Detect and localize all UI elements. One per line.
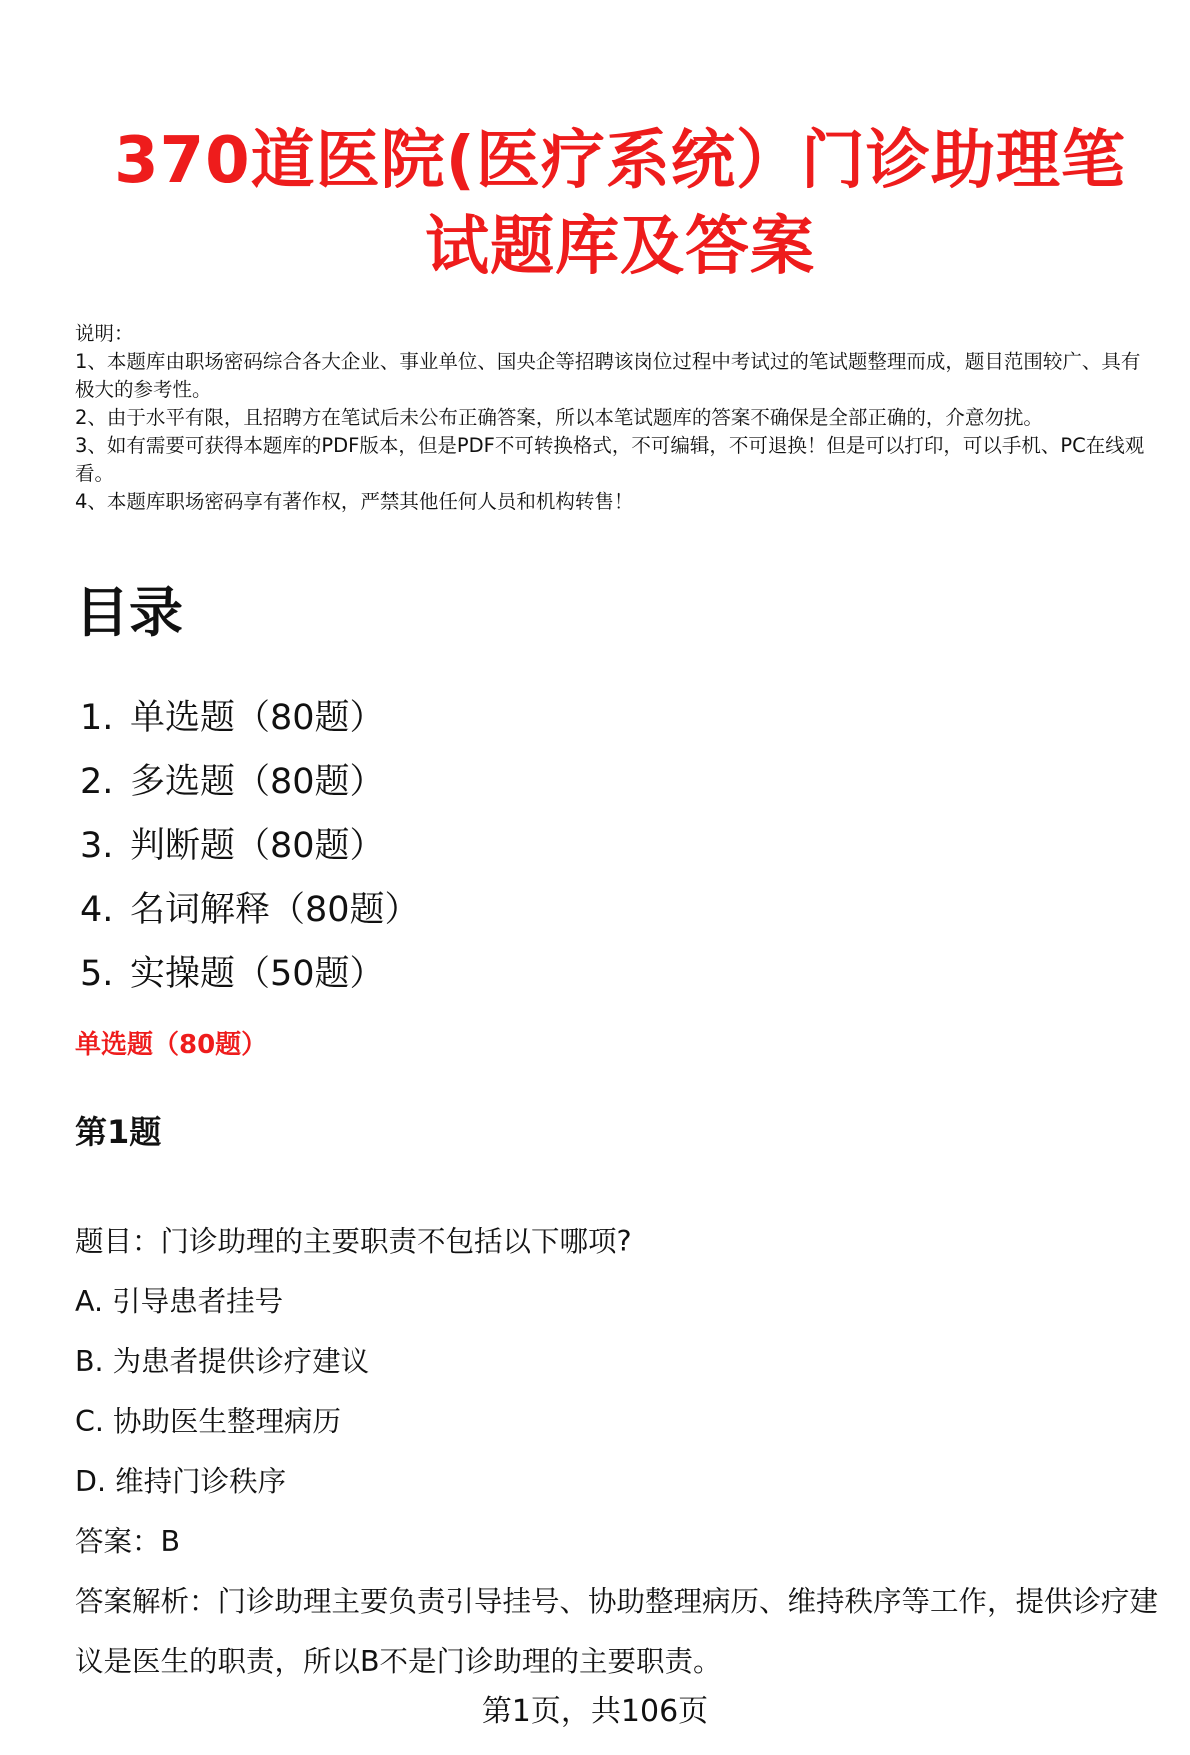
question-stem: 题目：门诊助理的主要职责不包括以下哪项?	[75, 1225, 632, 1258]
toc-item-true-false[interactable]	[80, 814, 420, 878]
note-item-1: 1、本题库由职场密码综合各大企业、事业单位、国央企等招聘该岗位过程中考试过的笔试题整理而成，题目范围较广、具有极大的参考性。	[75, 350, 1141, 401]
answer: 答案：B	[75, 1525, 181, 1558]
question-block	[75, 1212, 1165, 1692]
toc-item-label: 实操题（50题）	[130, 954, 385, 994]
page-footer: 第1页，共106页	[481, 1694, 709, 1729]
note-item-4: 4、本题库职场密码享有著作权，严禁其他任何人员和机构转售！	[75, 490, 634, 513]
toc-item-label: 判断题（80题）	[130, 826, 385, 866]
document-title	[60, 118, 1180, 290]
toc-item-number: 5.	[80, 954, 114, 994]
answer-analysis: 答案解析：门诊助理主要负责引导挂号、协助整理病历、维持秩序等工作，提供诊疗建议是医生的职责，所以B不是门诊助理的主要职责。	[75, 1585, 1159, 1678]
toc-item-number: 1.	[80, 698, 114, 738]
toc-item-practical[interactable]	[80, 942, 420, 1006]
option-d: D. 维持门诊秩序	[75, 1465, 287, 1498]
note-item-2: 2、由于水平有限，且招聘方在笔试后未公布正确答案，所以本笔试题库的答案不确保是全部正确的，介意勿扰。	[75, 406, 1043, 429]
instructions-notes	[75, 320, 1150, 516]
toc-item-multiple-choice[interactable]	[80, 750, 420, 814]
title-line-1: 370道医院(医疗系统）门诊助理笔	[114, 124, 1126, 198]
toc-item-number: 3.	[80, 826, 114, 866]
question-title: 第1题	[75, 1113, 162, 1151]
toc-item-term-definition[interactable]	[80, 878, 420, 942]
note-item-3: 3、如有需要可获得本题库的PDF版本，但是PDF不可转换格式，不可编辑，不可退换！但是可以打印，可以手机、PC在线观看。	[75, 434, 1145, 485]
section-title: 单选题（80题）	[75, 1030, 268, 1060]
toc-item-label: 单选题（80题）	[130, 698, 385, 738]
table-of-contents	[80, 686, 420, 1006]
toc-item-number: 4.	[80, 890, 114, 930]
option-b: B. 为患者提供诊疗建议	[75, 1345, 370, 1378]
toc-item-number: 2.	[80, 762, 114, 802]
toc-item-single-choice[interactable]	[80, 686, 420, 750]
toc-item-label: 名词解释（80题）	[130, 890, 420, 930]
toc-item-label: 多选题（80题）	[130, 762, 385, 802]
notes-heading: 说明：	[75, 322, 134, 345]
toc-heading: 目录	[75, 581, 183, 644]
option-c: C. 协助医生整理病历	[75, 1405, 342, 1438]
title-line-2: 试题库及答案	[425, 210, 815, 284]
option-a: A. 引导患者挂号	[75, 1285, 284, 1318]
